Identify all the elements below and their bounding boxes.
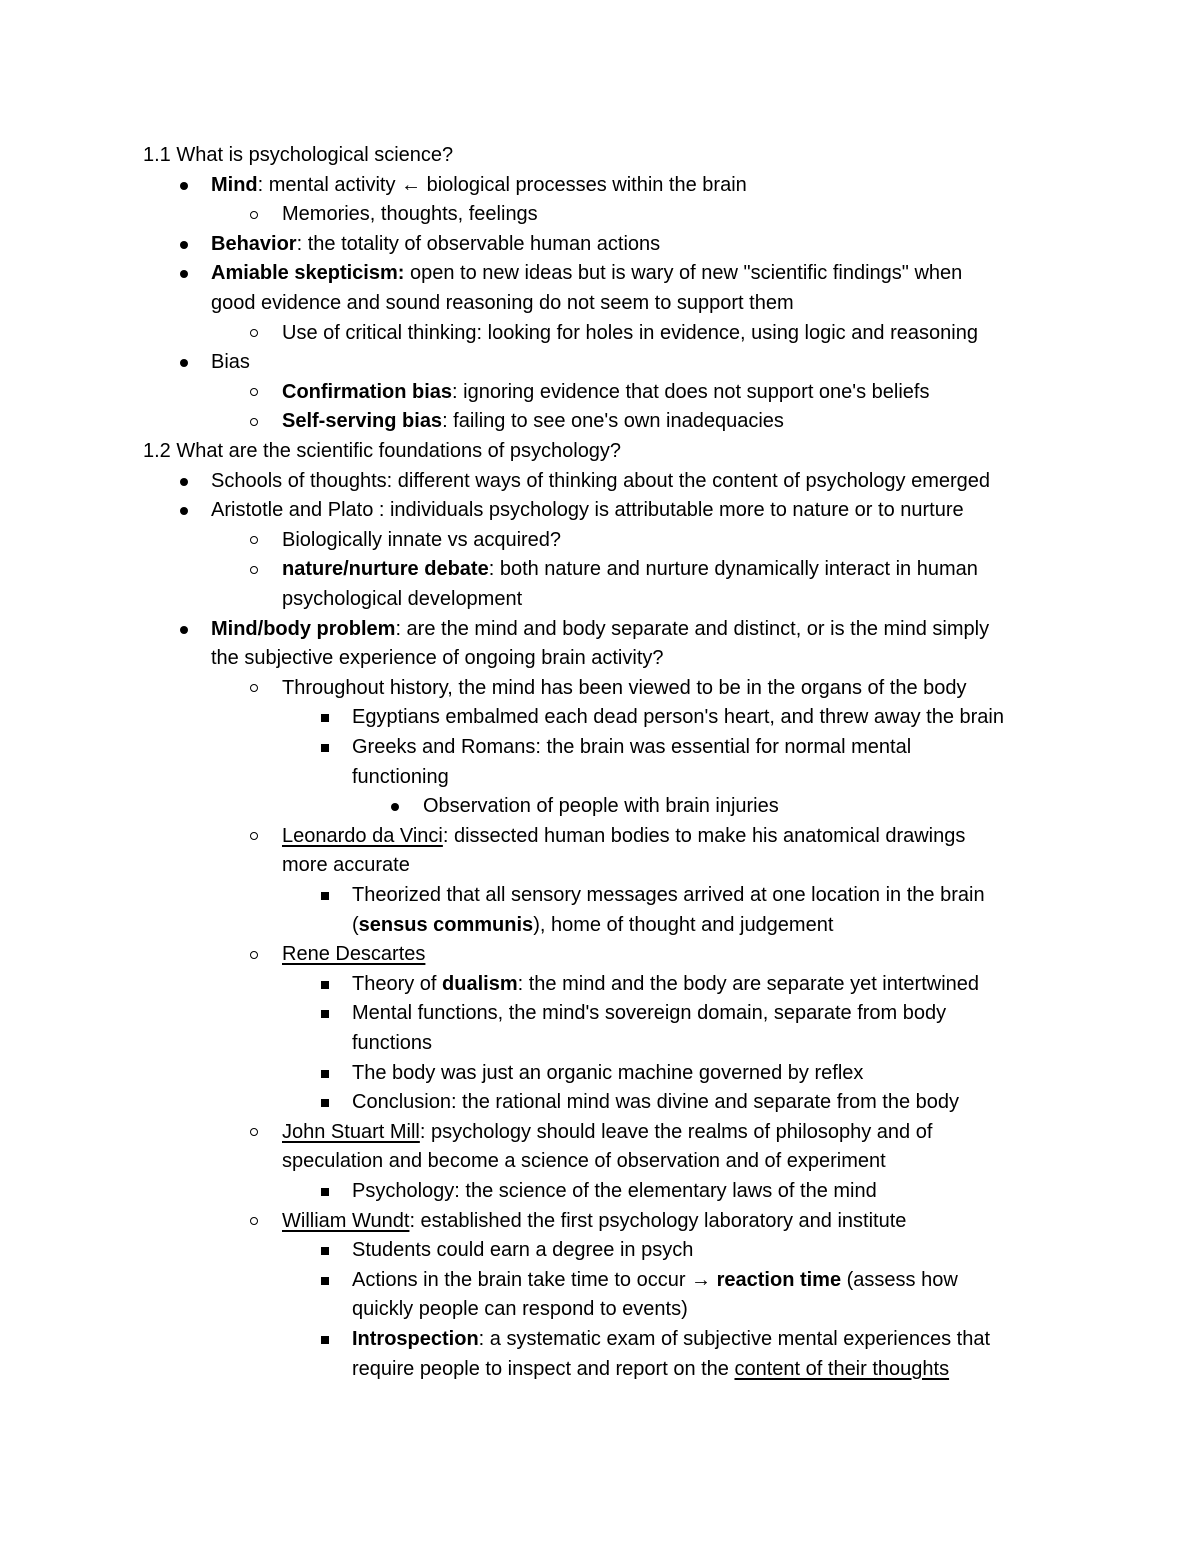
list-item	[423, 792, 779, 822]
bullet-square-icon	[321, 981, 329, 989]
list-item	[282, 319, 978, 349]
text-run: functions	[352, 1032, 433, 1054]
list-item	[282, 526, 561, 556]
bullet-circle-icon	[250, 329, 258, 337]
text-run: (assess how	[841, 1268, 958, 1291]
bold-term: Behavior	[211, 232, 297, 255]
underlined-text: Rene Descartes	[282, 943, 426, 966]
text-run: functioning	[352, 765, 449, 788]
list-item-continuation	[352, 1355, 949, 1385]
bullet-circle-icon	[250, 684, 258, 692]
text-run: Bias	[211, 351, 250, 374]
bullet-square-icon	[321, 1070, 329, 1078]
bold-term: Mind	[211, 173, 258, 196]
list-item	[352, 1088, 959, 1118]
text-run: Conclusion: the rational mind was divine and separate from the body	[352, 1091, 960, 1114]
bullet-circle-icon	[250, 418, 258, 426]
bullet-circle-icon	[250, 1217, 258, 1225]
text-run: Memories, thoughts, feelings	[282, 203, 538, 226]
underlined-text: John Stuart Mill	[282, 1120, 420, 1143]
bullet-disc-icon	[391, 803, 399, 811]
text-run: Psychology: the science of the elementary laws of the mind	[352, 1180, 877, 1202]
text-run: good evidence and sound reasoning do not seem to support them	[211, 292, 794, 314]
text-run: : established the first psychology laboratory and institute	[409, 1209, 907, 1232]
text-run: Greeks and Romans: the brain was essential for normal mental	[352, 736, 912, 758]
text-run: Aristotle and Plato : individuals psychology is attributable more to nature or to nurture	[211, 499, 964, 522]
list-item	[352, 1236, 693, 1266]
text-run: Mental functions, the mind's sovereign domain, separate from body	[352, 1002, 947, 1025]
list-item-continuation	[352, 763, 449, 793]
bullet-square-icon	[321, 1247, 329, 1255]
text-run: more accurate	[282, 854, 410, 877]
list-item	[211, 230, 660, 260]
bullet-disc-icon	[180, 241, 188, 249]
list-item	[282, 555, 978, 585]
list-item	[352, 881, 985, 911]
text-run: : ignoring evidence that does not support one's beliefs	[452, 380, 930, 403]
text-run: ), home of thought and judgement	[533, 913, 834, 936]
bullet-disc-icon	[180, 507, 188, 515]
text-run: Actions in the brain take time to occur →	[352, 1268, 717, 1291]
list-item	[352, 1266, 958, 1296]
text-run: the subjective experience of ongoing brain activity?	[211, 647, 664, 670]
text-run: 1.1 What is psychological science?	[143, 144, 454, 166]
list-item-continuation	[282, 851, 410, 881]
underlined-text: William Wundt	[282, 1209, 410, 1232]
bullet-disc-icon	[180, 182, 188, 190]
bullet-square-icon	[321, 744, 329, 752]
list-item	[211, 171, 747, 201]
bold-term: Confirmation bias	[282, 380, 453, 403]
list-item	[211, 496, 964, 526]
bullet-circle-icon	[250, 832, 258, 840]
bold-term: dualism	[442, 972, 518, 995]
list-item	[352, 1177, 877, 1207]
text-run: : dissected human bodies to make his anatomical drawings	[442, 824, 966, 847]
bullet-circle-icon	[250, 536, 258, 544]
bold-term: Introspection	[352, 1328, 479, 1350]
text-run: speculation and become a science of observation and of experiment	[282, 1150, 886, 1173]
underlined-text: content of their thoughts	[734, 1357, 950, 1380]
list-item-continuation	[352, 911, 833, 941]
bullet-circle-icon	[250, 566, 258, 574]
text-run: (	[352, 913, 359, 936]
bullet-disc-icon	[180, 626, 188, 634]
text-run: 1.2 What are the scientific foundations of psychology?	[143, 440, 622, 462]
list-item	[352, 1059, 863, 1089]
bullet-disc-icon	[180, 359, 188, 367]
bold-term: Mind/body problem	[211, 617, 396, 640]
bullet-square-icon	[321, 1099, 329, 1107]
bold-term: nature/nurture debate	[282, 558, 489, 581]
bullet-square-icon	[321, 1188, 329, 1196]
list-item	[352, 733, 911, 763]
text-run: : a systematic exam of subjective mental experiences that	[478, 1328, 991, 1350]
text-run: : psychology should leave the realms of philosophy and of	[419, 1120, 933, 1143]
bullet-disc-icon	[180, 478, 188, 486]
list-item	[352, 970, 979, 1000]
list-item	[282, 1118, 932, 1148]
bullet-disc-icon	[180, 270, 188, 278]
list-item	[352, 1325, 990, 1355]
text-run: The body was just an organic machine governed by reflex	[352, 1061, 864, 1084]
text-run: : mental activity ← biological processes within the brain	[257, 173, 747, 196]
bold-term: Amiable skepticism:	[211, 262, 405, 285]
bullet-square-icon	[321, 714, 329, 722]
section-heading	[143, 437, 621, 467]
list-item	[282, 200, 538, 230]
bullet-circle-icon	[250, 388, 258, 396]
bold-term: reaction time	[716, 1268, 842, 1291]
bullet-circle-icon	[250, 1128, 258, 1136]
text-run: : failing to see one's own inadequacies	[442, 410, 784, 433]
bullet-circle-icon	[250, 951, 258, 959]
list-item	[211, 259, 962, 289]
bullet-circle-icon	[250, 211, 258, 219]
list-item	[211, 467, 990, 497]
list-item	[282, 1207, 906, 1237]
list-item-continuation	[282, 585, 522, 615]
list-item	[282, 407, 784, 437]
list-item-continuation	[211, 289, 794, 319]
text-run: Theorized that all sensory messages arrived at one location in the brain	[352, 884, 985, 906]
text-run: open to new ideas but is wary of new "scientific findings" when	[404, 262, 963, 285]
list-item	[211, 615, 989, 645]
list-item-continuation	[282, 1147, 886, 1177]
text-run: Egyptians embalmed each dead person's heart, and threw away the brain	[352, 706, 1004, 729]
list-item-continuation	[352, 1295, 688, 1325]
text-run: Theory of	[352, 972, 443, 995]
text-run: psychological development	[282, 588, 523, 610]
bold-term: sensus communis	[358, 913, 534, 936]
list-item	[282, 822, 965, 852]
text-run: : the mind and the body are separate yet intertwined	[517, 972, 980, 995]
text-run: Schools of thoughts: different ways of thinking about the content of psychology emerged	[211, 469, 991, 492]
text-run: Use of critical thinking: looking for holes in evidence, using logic and reasoning	[282, 321, 978, 344]
bold-term: Self-serving bias	[282, 410, 443, 433]
bullet-square-icon	[321, 1277, 329, 1285]
list-item	[352, 703, 1004, 733]
text-run: Throughout history, the mind has been viewed to be in the organs of the body	[282, 676, 967, 699]
bullet-square-icon	[321, 1010, 329, 1018]
section-heading	[143, 141, 453, 171]
underlined-text: Leonardo da Vinci	[282, 824, 443, 847]
list-item	[282, 940, 425, 970]
list-item-continuation	[211, 644, 664, 674]
text-run: Students could earn a degree in psych	[352, 1239, 694, 1262]
bullet-square-icon	[321, 892, 329, 900]
text-run: quickly people can respond to events)	[352, 1298, 688, 1321]
text-run: : are the mind and body separate and distinct, or is the mind simply	[395, 617, 990, 640]
text-run: Biologically innate vs acquired?	[282, 528, 562, 551]
list-item	[282, 674, 967, 704]
list-item	[211, 348, 250, 378]
text-run: : the totality of observable human actions	[296, 232, 661, 255]
text-run: : both nature and nurture dynamically interact in human	[488, 558, 978, 581]
list-item	[282, 378, 930, 408]
text-run: Observation of people with brain injuries	[423, 795, 779, 818]
list-item	[352, 999, 946, 1029]
list-item-continuation	[352, 1029, 432, 1059]
text-run: require people to inspect and report on the	[352, 1357, 735, 1380]
bullet-square-icon	[321, 1336, 329, 1344]
